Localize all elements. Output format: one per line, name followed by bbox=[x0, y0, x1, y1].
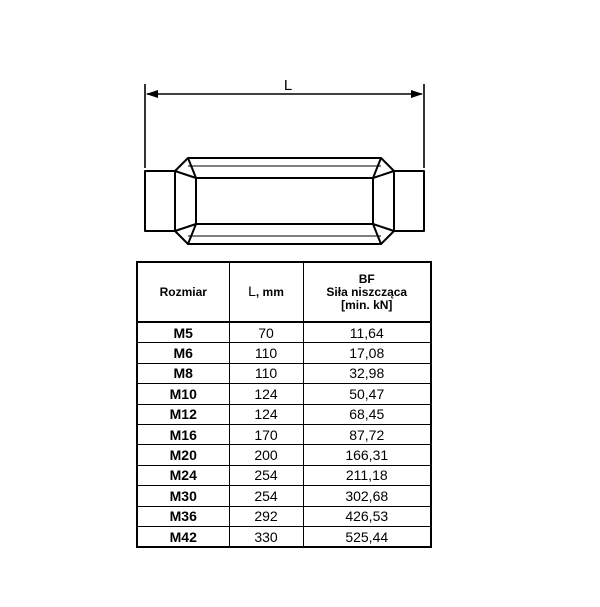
cell-size: M10 bbox=[137, 384, 229, 404]
cell-size: M24 bbox=[137, 465, 229, 485]
header-force-code: BF bbox=[358, 271, 375, 286]
table-row bbox=[137, 424, 431, 444]
header-force-unit: [min. kN] bbox=[341, 297, 393, 312]
cell-length: 170 bbox=[229, 424, 303, 444]
spec-table bbox=[136, 261, 432, 548]
dimension-arrow-left bbox=[146, 90, 158, 98]
cell-size: M8 bbox=[137, 363, 229, 383]
table-row bbox=[137, 526, 431, 547]
table-row bbox=[137, 363, 431, 383]
cell-length: 292 bbox=[229, 506, 303, 526]
cell-length: 110 bbox=[229, 363, 303, 383]
cell-length: 200 bbox=[229, 445, 303, 465]
header-length-symbol: L bbox=[248, 283, 256, 299]
cell-force: 68,45 bbox=[303, 404, 431, 424]
cell-length: 254 bbox=[229, 486, 303, 506]
cell-force: 87,72 bbox=[303, 424, 431, 444]
cell-force: 50,47 bbox=[303, 384, 431, 404]
cell-force: 32,98 bbox=[303, 363, 431, 383]
cell-length: 124 bbox=[229, 404, 303, 424]
table-row bbox=[137, 486, 431, 506]
cell-size: M36 bbox=[137, 506, 229, 526]
table-header-row bbox=[137, 262, 431, 322]
table-row bbox=[137, 384, 431, 404]
table-row bbox=[137, 404, 431, 424]
cell-length: 124 bbox=[229, 384, 303, 404]
cell-length: 330 bbox=[229, 526, 303, 547]
cell-length: 254 bbox=[229, 465, 303, 485]
cell-size: M20 bbox=[137, 445, 229, 465]
table-row bbox=[137, 465, 431, 485]
header-length-unit: , mm bbox=[255, 285, 284, 299]
cell-size: M6 bbox=[137, 343, 229, 363]
cell-size: M30 bbox=[137, 486, 229, 506]
table-row bbox=[137, 322, 431, 343]
dimension-arrow-right bbox=[411, 90, 423, 98]
header-force bbox=[303, 262, 431, 322]
cell-length: 110 bbox=[229, 343, 303, 363]
turnbuckle-body bbox=[145, 158, 424, 244]
cell-size: M5 bbox=[137, 322, 229, 343]
cell-force: 11,64 bbox=[303, 322, 431, 343]
cell-size: M42 bbox=[137, 526, 229, 547]
header-size: Rozmiar bbox=[137, 262, 229, 322]
cell-size: M12 bbox=[137, 404, 229, 424]
dimension-label: L bbox=[283, 77, 293, 94]
cell-force: 211,18 bbox=[303, 465, 431, 485]
cell-force: 166,31 bbox=[303, 445, 431, 465]
table-row bbox=[137, 343, 431, 363]
cell-force: 17,08 bbox=[303, 343, 431, 363]
table-row bbox=[137, 506, 431, 526]
cell-force: 525,44 bbox=[303, 526, 431, 547]
cell-length: 70 bbox=[229, 322, 303, 343]
turnbuckle-drawing bbox=[0, 0, 600, 250]
header-length bbox=[229, 262, 303, 322]
cell-size: M16 bbox=[137, 424, 229, 444]
cell-force: 302,68 bbox=[303, 486, 431, 506]
cell-force: 426,53 bbox=[303, 506, 431, 526]
header-force-title: Siła niszcząca bbox=[326, 284, 408, 299]
table-row bbox=[137, 445, 431, 465]
